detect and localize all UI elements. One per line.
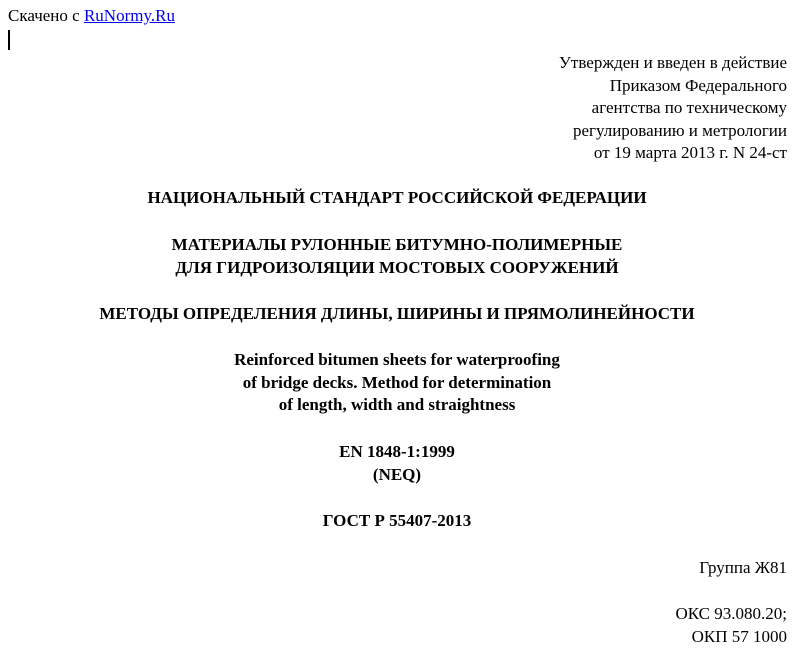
- gost-number: [0, 510, 794, 533]
- group-block: [699, 557, 787, 580]
- group-text: Группа Ж81: [699, 557, 787, 580]
- source-prefix: Скачено с: [8, 6, 80, 25]
- national-standard-text: НАЦИОНАЛЬНЫЙ СТАНДАРТ РОССИЙСКОЙ ФЕДЕРАЦИИ: [0, 187, 794, 210]
- oks-code: ОКС 93.080.20;: [675, 603, 787, 626]
- en-standard: EN 1848-1:1999: [0, 441, 794, 464]
- approval-block: [559, 52, 787, 165]
- text-cursor: [8, 30, 10, 50]
- classification-block: [675, 603, 787, 648]
- okp-code: ОКП 57 1000: [675, 626, 787, 648]
- document-title: [0, 234, 794, 279]
- english-title-line: Reinforced bitumen sheets for waterproofing: [0, 349, 794, 372]
- en-degree: (NEQ): [0, 464, 794, 487]
- methods-title-text: МЕТОДЫ ОПРЕДЕЛЕНИЯ ДЛИНЫ, ШИРИНЫ И ПРЯМОЛИНЕЙНОСТИ: [0, 303, 794, 326]
- approval-line: регулированию и метрологии: [559, 120, 787, 143]
- source-line: [8, 6, 175, 26]
- en-reference: [0, 441, 794, 486]
- approval-line: Приказом Федерального: [559, 75, 787, 98]
- title-line: МАТЕРИАЛЫ РУЛОННЫЕ БИТУМНО-ПОЛИМЕРНЫЕ: [0, 234, 794, 257]
- english-title: [0, 349, 794, 417]
- runormy-link[interactable]: RuNormy.Ru: [84, 6, 175, 25]
- english-title-line: of length, width and straightness: [0, 394, 794, 417]
- methods-title: [0, 303, 794, 326]
- english-title-line: of bridge decks. Method for determination: [0, 372, 794, 395]
- title-line: ДЛЯ ГИДРОИЗОЛЯЦИИ МОСТОВЫХ СООРУЖЕНИЙ: [0, 257, 794, 280]
- approval-line: от 19 марта 2013 г. N 24-ст: [559, 142, 787, 165]
- approval-line: Утвержден и введен в действие: [559, 52, 787, 75]
- national-standard-heading: [0, 187, 794, 210]
- gost-number-text: ГОСТ Р 55407-2013: [0, 510, 794, 533]
- approval-line: агентства по техническому: [559, 97, 787, 120]
